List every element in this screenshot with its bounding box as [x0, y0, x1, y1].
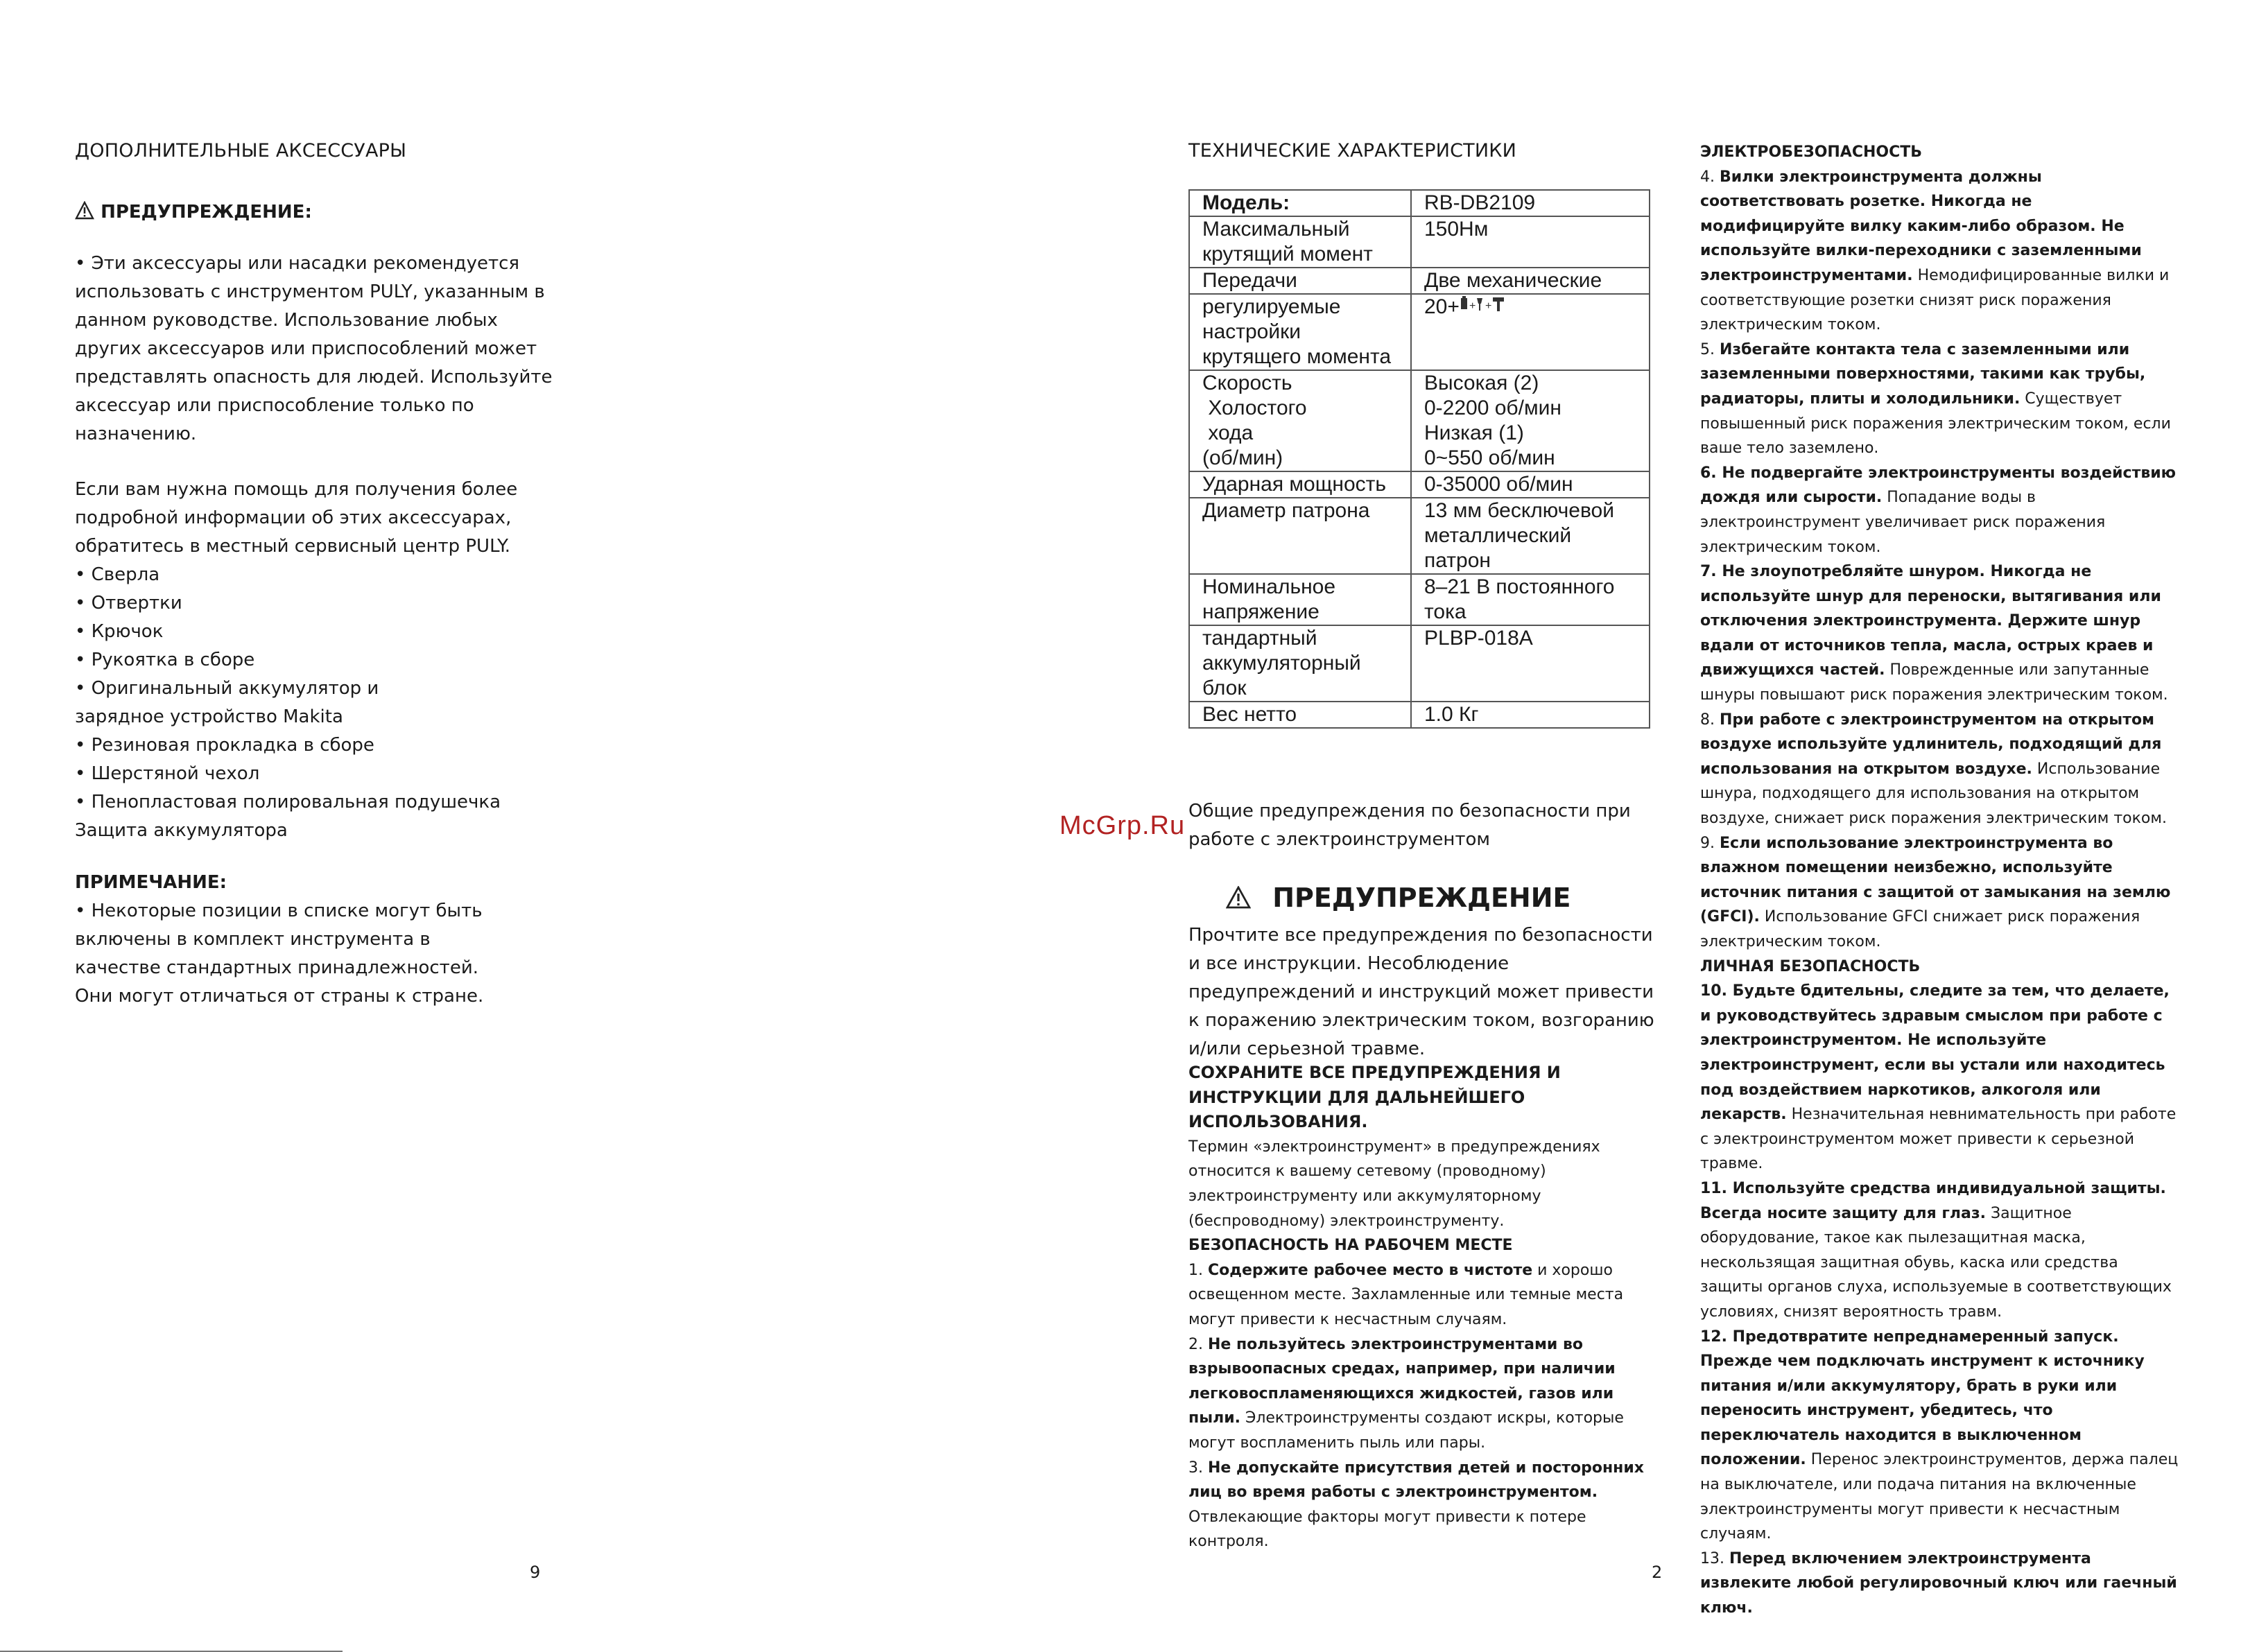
- electrical-item-5: [1700, 338, 2179, 461]
- speed-label-line: Холостого: [1202, 397, 1307, 419]
- item-text: Немодифицированные вилки и соответствующие розетки снизят риск поражения электрическим током.: [1700, 266, 2170, 334]
- spec-label: тандартный аккумуляторный блок: [1189, 625, 1411, 702]
- workplace-item-1: [1188, 1258, 1660, 1332]
- spec-row-voltage: [1189, 574, 1650, 625]
- item-number: 4.: [1700, 168, 1720, 186]
- item-number: 3.: [1188, 1459, 1208, 1477]
- spec-label: Модель:: [1189, 190, 1411, 216]
- item-text: Использование GFCI снижает риск поражения электрическим током.: [1700, 908, 2140, 950]
- workplace-heading: БЕЗОПАСНОСТЬ НА РАБОЧЕМ МЕСТЕ: [1188, 1237, 1513, 1255]
- spec-value: Две механические: [1411, 268, 1650, 294]
- item-bold: Если использование электроинструмента во влажном помещении неизбежно, используйте источник питания с защитой от замыкания на землю (GFCI).: [1700, 834, 2171, 926]
- warning-icon: [75, 201, 94, 229]
- item-number: 8.: [1700, 711, 1720, 729]
- spec-value: 13 мм бесключевой металлический патрон: [1411, 498, 1650, 574]
- workplace-item-3: [1188, 1456, 1660, 1554]
- spec-value: 1.0 Кг: [1411, 702, 1650, 728]
- item-text: Электроинструменты создают искры, которые могут воспламенить пыль или пары.: [1188, 1409, 1624, 1452]
- spec-row-gears: [1189, 268, 1650, 294]
- item-bold: Вилки электроинструмента должны соответствовать розетке. Никогда не модифицируйте вилку каким-либо образом. Не используйте вилки-переходники с заземленными электроинструментами.: [1700, 168, 2142, 284]
- spec-table: [1188, 189, 1650, 729]
- workplace-item-2: [1188, 1332, 1660, 1456]
- general-warnings-text: Общие предупреждения по безопасности при работе с электроинструментом: [1188, 801, 1631, 850]
- speed-label-line: (об/мин): [1202, 446, 1283, 469]
- personal-heading: ЛИЧНАЯ БЕЗОПАСНОСТЬ: [1700, 957, 1921, 975]
- spec-row-weight: [1189, 702, 1650, 728]
- accessory-item: • Крючок: [75, 621, 164, 642]
- far-right-column: [1700, 140, 2179, 1621]
- spec-value: [1411, 294, 1650, 370]
- item-bold: 12. Предотвратите непреднамеренный запуск. Прежде чем подключать инструмент к источнику питания и/или аккумулятору, брать в руки или переносить инструмент, убедитесь, что переключатель находится в выключенном положении.: [1700, 1328, 2145, 1469]
- item-bold: 6. Не подвергайте электроинструменты воздействию дождя или сырости.: [1700, 464, 2177, 507]
- right-page-number: 2: [1652, 1563, 1663, 1582]
- speed-label-line: Скорость: [1202, 372, 1292, 394]
- electrical-item-4: [1700, 165, 2179, 338]
- accessory-item: • Пенопластовая полировальная подушечка: [75, 792, 501, 812]
- item-bold: Содержите рабочее место в чистоте: [1207, 1261, 1533, 1279]
- accessory-item: Защита аккумулятора: [75, 820, 288, 841]
- left-page-number: 9: [530, 1563, 541, 1582]
- spec-value: RB-DB2109: [1411, 190, 1650, 216]
- spec-label: Диаметр патрона: [1189, 498, 1411, 574]
- spec-row-speed: [1189, 370, 1650, 471]
- spec-value: [1411, 370, 1650, 471]
- note-label: ПРИМЕЧАНИЕ:: [75, 872, 227, 893]
- left-warning-label-row: [75, 198, 312, 229]
- spec-row-settings: [1189, 294, 1650, 370]
- svg-text:+: +: [1469, 300, 1476, 312]
- right-page-small-text: [1188, 1061, 1660, 1554]
- item-text: Использование шнура, подходящего для использования на открытом воздухе, снижает риск поражения электрическим током.: [1700, 760, 2167, 828]
- item-text: Незначительная невнимательность при работе с электроинструментом может привести к серьезной травме.: [1700, 1106, 2177, 1173]
- save-heading: СОХРАНИТЕ ВСЕ ПРЕДУПРЕЖДЕНИЯ И ИНСТРУКЦИИ ДЛЯ ДАЛЬНЕЙШЕГО ИСПОЛЬЗОВАНИЯ.: [1188, 1063, 1561, 1132]
- item-number: 13.: [1700, 1549, 1729, 1567]
- item-bold: 7. Не злоупотребляйте шнуром. Никогда не используйте шнур для переноски, вытягивания или отключения электроинструмента. Держите шнур вдали от источников тепла, масла, острых краев и движущихся частей.: [1700, 563, 2161, 679]
- speed-value-line: 0~550 об/мин: [1424, 446, 1555, 469]
- item-text: и хорошо освещенном месте. Захламленные или темные места могут привести к несчастным случаям.: [1188, 1261, 1624, 1328]
- spec-value: PLBP-018A: [1411, 625, 1650, 702]
- item-number: 9.: [1700, 834, 1720, 852]
- main-warning-heading: ПРЕДУПРЕЖДЕНИЕ: [1272, 882, 1571, 913]
- personal-item-13: [1700, 1547, 2179, 1621]
- spec-title: ТЕХНИЧЕСКИЕ ХАРАКТЕРИСТИКИ: [1188, 140, 1517, 162]
- item-bold: Не пользуйтесь электроинструментами во взрывоопасных средах, например, при наличии легковоспламеняющихся жидкостей, газов или пыли.: [1188, 1335, 1616, 1427]
- item-number: 5.: [1700, 340, 1720, 358]
- item-bold: Не допускайте присутствия детей и посторонних лиц во время работы с электроинструментом.: [1188, 1459, 1644, 1502]
- spec-label: Номинальное напряжение: [1189, 574, 1411, 625]
- spec-row-model: [1189, 190, 1650, 216]
- electrical-item-6: [1700, 461, 2179, 559]
- item-text: Перенос электроинструментов, держа палец на выключателе, или подача питания на включенные электроинструменты могут привести к несчастным случаям.: [1700, 1451, 2179, 1543]
- item-bold: 11. Используйте средства индивидуальной защиты. Всегда носите защиту для глаз.: [1700, 1179, 2166, 1222]
- spec-row-chuck: [1189, 498, 1650, 574]
- spec-value: 150Нм: [1411, 216, 1650, 268]
- speed-value-line: 0-2200 об/мин: [1424, 397, 1561, 419]
- main-warning-text: Прочтите все предупреждения по безопасности и все инструкции. Несоблюдение предупреждений и инструкций может привести к поражению электрическим током, возгоранию и/или серьезной травме.: [1188, 925, 1654, 1059]
- personal-item-12: [1700, 1325, 2179, 1547]
- spec-label: Ударная мощность: [1189, 471, 1411, 498]
- item-text: Отвлекающие факторы могут привести к потере контроля.: [1188, 1508, 1586, 1551]
- item-bold: Перед включением электроинструмента извлеките любой регулировочный ключ или гаечный ключ.: [1700, 1549, 2177, 1617]
- accessory-item: • Шерстяной чехол: [75, 763, 260, 784]
- electrical-item-7: [1700, 559, 2179, 708]
- item-number: 1.: [1188, 1261, 1208, 1279]
- term-text: Термин «электроинструмент» в предупреждениях относится к вашему сетевому (проводному) электроинструменту или аккумуляторному (беспроводному) электроинструменту.: [1188, 1138, 1600, 1230]
- drill-mode-icons: [1460, 295, 1505, 318]
- settings-value: 20+: [1424, 295, 1460, 318]
- item-text: Защитное оборудование, такое как пылезащитная маска, нескользящая защитная обувь, каска или средства защиты органов слуха, используемые в соответствующих условиях, снизят вероятность травм.: [1700, 1204, 2172, 1321]
- personal-item-10: [1700, 979, 2179, 1176]
- accessory-item: • Отвертки: [75, 593, 182, 614]
- warning-icon: [1226, 883, 1251, 918]
- spec-label: Передачи: [1189, 268, 1411, 294]
- speed-value-line: Низкая (1): [1424, 421, 1524, 444]
- left-warning-text: • Эти аксессуары или насадки рекомендуется использовать с инструментом PULY, указанным в данном руководстве. Использование любых других аксессуаров или приспособлений может представлять опасность для людей. Используйте аксессуар или приспособление только по назначению.: [75, 253, 553, 444]
- spec-label: Вес нетто: [1189, 702, 1411, 728]
- item-text: Попадание воды в электроинструмент увеличивает риск поражения электрическим током.: [1700, 489, 2106, 556]
- item-text: Существует повышенный риск поражения электрическим током, если ваше тело заземлено.: [1700, 390, 2171, 458]
- item-bold: Избегайте контакта тела с заземленными или заземленными поверхностями, такими как трубы, радиаторы, плиты и холодильники.: [1700, 340, 2146, 408]
- accessory-item: • Резиновая прокладка в сборе: [75, 735, 374, 756]
- spec-row-battery: [1189, 625, 1650, 702]
- personal-item-11: [1700, 1176, 2179, 1325]
- speed-value-line: Высокая (2): [1424, 372, 1539, 394]
- accessory-item: • Сверла: [75, 564, 160, 585]
- svg-text:+: +: [1485, 300, 1492, 312]
- item-bold: При работе с электроинструментом на открытом воздухе используйте удлинитель, подходящий для использования на открытом воздухе.: [1700, 711, 2162, 778]
- left-page-title: ДОПОЛНИТЕЛЬНЫЕ АКСЕССУАРЫ: [75, 140, 407, 162]
- main-warning-heading-row: [1226, 880, 1571, 918]
- electrical-item-9: [1700, 831, 2179, 955]
- spec-value: 8–21 В постоянного тока: [1411, 574, 1650, 625]
- spec-value: 0-35000 об/мин: [1411, 471, 1650, 498]
- left-help-text: Если вам нужна помощь для получения более подробной информации об этих аксессуарах, обратитесь в местный сервисный центр PULY.: [75, 479, 518, 557]
- note-text: • Некоторые позиции в списке могут быть включены в комплект инструмента в качестве стандартных принадлежностей. Они могут отличаться от страны к стране.: [75, 901, 484, 1007]
- spec-row-torque: [1189, 216, 1650, 268]
- item-number: 2.: [1188, 1335, 1208, 1353]
- spec-row-impact: [1189, 471, 1650, 498]
- spec-label: регулируемые настройки крутящего момента: [1189, 294, 1411, 370]
- speed-label-line: хода: [1202, 421, 1254, 444]
- watermark: McGrp.Ru: [1059, 811, 1186, 840]
- spec-label: [1189, 370, 1411, 471]
- accessory-item: • Рукоятка в сборе: [75, 650, 255, 670]
- accessory-item: • Оригинальный аккумулятор и зарядное устройство Makita: [75, 678, 379, 727]
- accessories-list: [75, 561, 560, 845]
- electrical-item-8: [1700, 708, 2179, 831]
- item-bold: 10. Будьте бдительны, следите за тем, что делаете, и руководствуйтесь здравым смыслом при работе с электроинструментом. Не используйте электроинструмент, если вы устали или находитесь под воздействием наркотиков, алкоголя или лекарств.: [1700, 982, 2170, 1124]
- left-warning-label: ПРЕДУПРЕЖДЕНИЕ:: [101, 202, 312, 223]
- item-text: Поврежденные или запутанные шнуры повышают риск поражения электрическим током.: [1700, 661, 2168, 704]
- spec-label: Максимальный крутящий момент: [1189, 216, 1411, 268]
- electrical-heading: ЭЛЕКТРОБЕЗОПАСНОСТЬ: [1700, 144, 1923, 161]
